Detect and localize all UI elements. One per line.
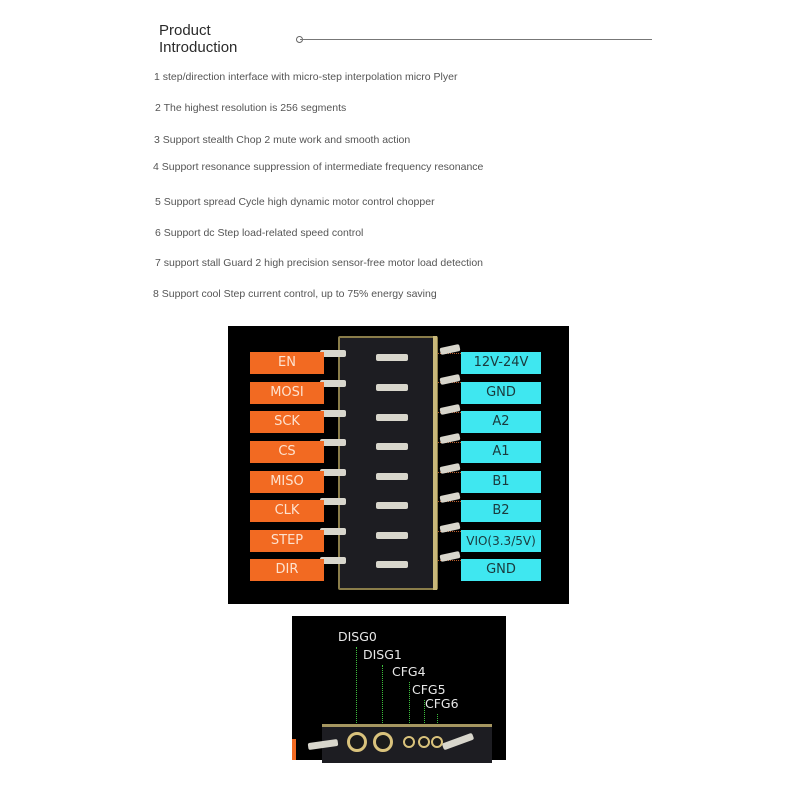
pin-label-sck: SCK <box>250 411 324 433</box>
feature-item: 7 support stall Guard 2 high precision sensor-free motor load detection <box>155 257 484 269</box>
feature-item: 2 The highest resolution is 256 segments <box>155 102 347 114</box>
pad-label-cfg5: CFG5 <box>412 682 446 697</box>
pad-label-disg1: DISG1 <box>363 647 402 662</box>
header-pin <box>376 561 408 568</box>
header-pin <box>376 532 408 539</box>
header-pin <box>439 404 460 415</box>
board-edge <box>433 336 437 590</box>
pin-label-dir: DIR <box>250 559 324 581</box>
header-pin <box>376 354 408 361</box>
driver-board <box>338 336 438 590</box>
title-rule <box>300 39 652 40</box>
pin-label-gnd-2: GND <box>461 559 541 581</box>
pin-label-miso: MISO <box>250 471 324 493</box>
pad-label-cfg4: CFG4 <box>392 664 426 679</box>
header-pin <box>439 374 460 385</box>
header-pin <box>376 502 408 509</box>
pin-label-gnd: GND <box>461 382 541 404</box>
pad-cfg5 <box>418 736 430 748</box>
pad-disg0 <box>347 732 367 752</box>
pin-label-a2: A2 <box>461 411 541 433</box>
feature-item: 1 step/direction interface with micro-step interpolation micro Plyer <box>154 71 458 83</box>
pad-label-cfg6: CFG6 <box>425 696 459 711</box>
feature-item: 3 Support stealth Chop 2 mute work and smooth action <box>154 134 411 146</box>
pin-label-step: STEP <box>250 530 324 552</box>
pad-cfg4 <box>403 736 415 748</box>
pin-label-vio: VIO(3.3/5V) <box>461 530 541 552</box>
title-line-1: Product <box>159 22 211 39</box>
header-pin <box>376 414 408 421</box>
pad-label-disg0: DISG0 <box>338 629 377 644</box>
pin-label-cs: CS <box>250 441 324 463</box>
feature-item: 4 Support resonance suppression of intermediate frequency resonance <box>153 161 484 173</box>
header-pin <box>376 384 408 391</box>
header-pin <box>376 443 408 450</box>
pad-leader-line <box>356 647 357 735</box>
pin-label-mosi: MOSI <box>250 382 324 404</box>
pad-disg1 <box>373 732 393 752</box>
feature-item: 6 Support dc Step load-related speed control <box>155 227 364 239</box>
pinout-diagram <box>228 326 569 604</box>
label-edge <box>292 739 296 760</box>
config-pad-diagram <box>292 616 506 760</box>
feature-item: 5 Support spread Cycle high dynamic motor control chopper <box>155 196 435 208</box>
pin-label-b1: B1 <box>461 471 541 493</box>
page-title <box>159 22 237 56</box>
pin-label-clk: CLK <box>250 500 324 522</box>
pin-label-vm: 12V-24V <box>461 352 541 374</box>
pad-cfg6 <box>431 736 443 748</box>
pin-label-en: EN <box>250 352 324 374</box>
title-line-2: Introduction <box>159 39 238 56</box>
pin-label-a1: A1 <box>461 441 541 463</box>
header-pin <box>376 473 408 480</box>
pin-label-b2: B2 <box>461 500 541 522</box>
feature-item: 8 Support cool Step current control, up to 75% energy saving <box>153 288 437 300</box>
